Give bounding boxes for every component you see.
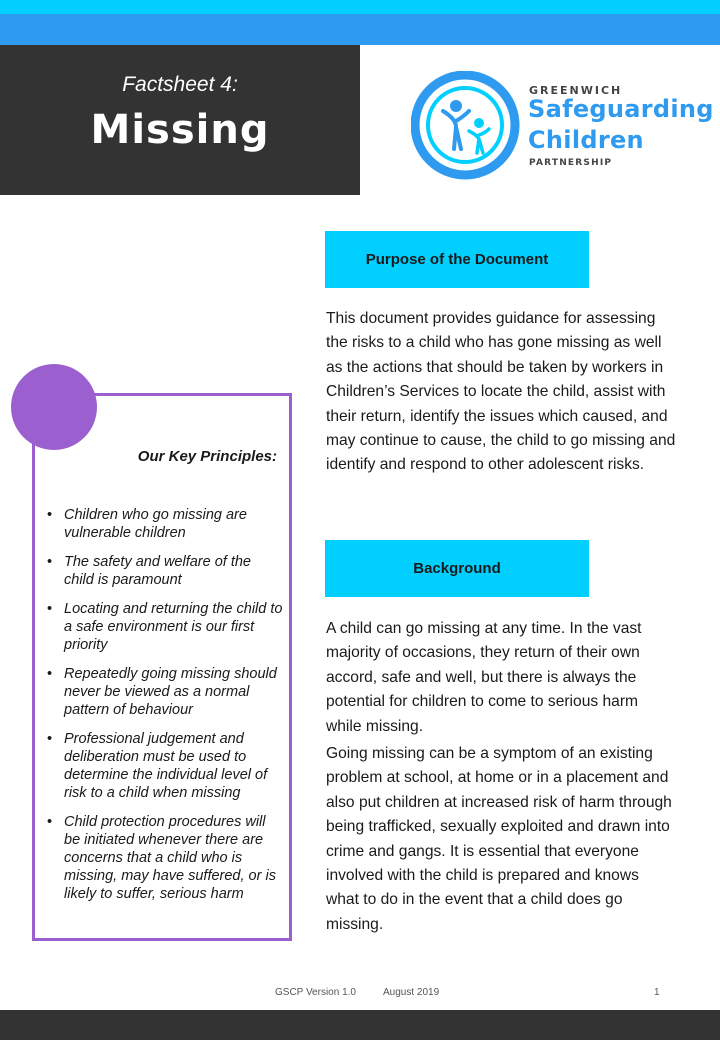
purpose-text: This document provides guidance for assessing the risks to a child who has gone missing as well as the actions that should be taken by workers in Children’s Services to locate the child, assist with their return, identify the issues which caused, and may continue to cause, the child to go missing and identify and respond to other adolescent risks. <box>326 310 676 474</box>
safeguarding-children-logo-icon <box>411 71 521 181</box>
background-heading: Background <box>325 540 589 597</box>
background-paragraph-2: Going missing can be a symptom of an existing problem at school, at home or in a placement and also put children at increased risk of harm through being trafficked, sexually exploited and drawn into crime and gangs. It is essential that everyone involved with the child is prepared and knows what to do in the event that a child does go missing. <box>326 745 672 933</box>
key-principles-box <box>32 393 292 941</box>
factsheet-label: Factsheet 4: <box>122 73 238 96</box>
list-item: • Repeatedly going missing should never be viewed as a normal pattern of behaviour <box>43 665 283 719</box>
footer-version: GSCP Version 1.0 <box>275 987 356 998</box>
bottom-bar <box>0 1010 720 1040</box>
list-item: • Child protection procedures will be initiated whenever there are concerns that a child who is missing, may have suffered, or is likely to suffer, serious harm <box>43 813 283 903</box>
logo-text-partnership: PARTNERSHIP <box>529 158 613 168</box>
gscp-logo <box>411 71 714 181</box>
logo-text-children: Children <box>528 126 644 154</box>
logo-text-greenwich: GREENWICH <box>529 84 623 97</box>
list-item: • Children who go missing are vulnerable children <box>43 506 283 542</box>
title-block <box>0 45 360 195</box>
key-principles-list <box>43 506 283 914</box>
footer-date: August 2019 <box>383 987 440 998</box>
page-title: Missing <box>90 107 270 153</box>
top-blue-bar <box>0 14 720 45</box>
key-principles-heading: Our Key Principles: <box>137 448 277 465</box>
background-paragraph-1: A child can go missing at any time. In the vast majority of occasions, they return of their own accord, safe and well, but there is always the potential for children to come to serious harm while missing. <box>326 620 642 735</box>
logo-text-safeguarding: Safeguarding <box>528 95 714 123</box>
decorative-circle <box>11 364 97 450</box>
purpose-heading: Purpose of the Document <box>325 231 589 288</box>
list-item: • The safety and welfare of the child is paramount <box>43 553 283 589</box>
page-number: 1 <box>654 987 660 998</box>
list-item: • Locating and returning the child to a safe environment is our first priority <box>43 600 283 654</box>
top-accent-bar <box>0 0 720 14</box>
list-item: • Professional judgement and deliberation must be used to determine the individual level of risk to a child when missing <box>43 730 283 802</box>
